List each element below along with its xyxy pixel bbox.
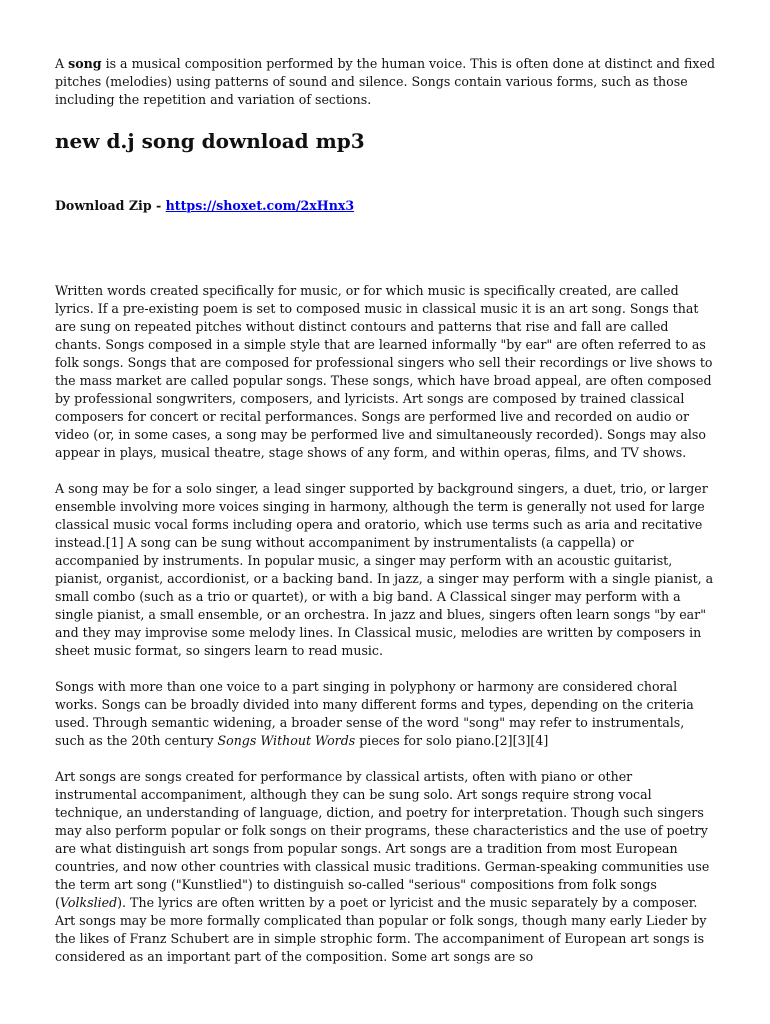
paragraph-3-italic-title: Songs Without Words (217, 733, 356, 748)
page-title: new d.j song download mp3 (55, 129, 365, 153)
paragraph-4-text-before: Art songs are songs created for performance by classical artists, often with piano or other instrumental accompaniment, although they can be sung solo. Art songs require strong vocal technique, an understanding of language, diction, and poetry for interpretation. Though such singers may also perform popular or folk songs on their programs, these characteristics and the use of poetry are what distinguish art songs from popular songs. Art songs are a tradition from most European countries, and now other countries with classical music traditions. German-speaking communities use the term art song ("Kunstlied") to distinguish so-called "serious" compositions from folk songs ( (55, 769, 710, 910)
download-line (55, 197, 717, 215)
body-paragraph-1: Written words created specifically for music, or for which music is specifically created, are called lyrics. If a pre-existing poem is set to composed music in classical music it is an art song. Songs that are sung on repeated pitches without distinct contours and patterns that rise and fall are called chants. Songs composed in a simple style that are learned informally "by ear" are often referred to as folk songs. Songs that are composed for professional singers who sell their recordings or live shows to the mass market are called popular songs. These songs, which have broad appeal, are often composed by professional songwriters, composers, and lyricists. Art songs are composed by trained classical composers for concert or recital performances. Songs are performed live and recorded on audio or video (or, in some cases, a song may be performed live and simultaneously recorded). Songs may also appear in plays, musical theatre, stage shows of any form, and within operas, films, and TV shows. (55, 283, 713, 460)
body-paragraph-2: A song may be for a solo singer, a lead singer supported by background singers, a duet, trio, or larger ensemble involving more voices singing in harmony, although the term is generally not used for large classical music vocal forms including opera and oratorio, which use terms such as aria and recitative instead.[1] A song can be sung without accompaniment by instrumentalists (a cappella) or accompanied by instruments. In popular music, a singer may perform with an acoustic guitarist, pianist, organist, accordionist, or a backing band. In jazz, a singer may perform with a single pianist, a small combo (such as a trio or quartet), or with a big band. A Classical singer may perform with a single pianist, a small ensemble, or an orchestra. In jazz and blues, singers often learn songs "by ear" and they may improvise some melody lines. In Classical music, melodies are written by composers in sheet music format, so singers learn to read music. (55, 481, 714, 658)
intro-paragraph (55, 55, 717, 109)
intro-rest: is a musical composition performed by the human voice. This is often done at distinct and fixed pitches (melodies) using patterns of sound and silence. Songs contain various forms, such as those including the repetition and variation of sections. (55, 56, 716, 107)
document-page (55, 55, 717, 966)
body-paragraph-3 (55, 678, 717, 750)
body-paragraph-4 (55, 768, 717, 966)
paragraph-3-text-after: pieces for solo piano.[2][3][4] (355, 733, 549, 748)
download-link[interactable]: https://shoxet.com/2xHnx3 (165, 198, 355, 213)
paragraph-4-text-after: ). The lyrics are often written by a poet or lyricist and the music separately by a composer. Art songs may be more formally complicated than popular or folk songs, though many early Lieder by the likes of Franz Schubert are in simple strophic form. The accompaniment of European art songs is considered as an important part of the composition. Some art songs are so (55, 895, 707, 964)
paragraph-3-text-before: Songs with more than one voice to a part singing in polyphony or harmony are considered choral works. Songs can be broadly divided into many different forms and types, depending on the criteria used. Through semantic widening, a broader sense of the word "song" may refer to instrumentals, such as the 20th century (55, 679, 694, 748)
download-label: Download Zip - (55, 198, 166, 213)
paragraph-4-italic-term: Volkslied (59, 895, 118, 910)
intro-prefix: A (55, 56, 69, 71)
intro-bold-word: song (68, 56, 102, 71)
